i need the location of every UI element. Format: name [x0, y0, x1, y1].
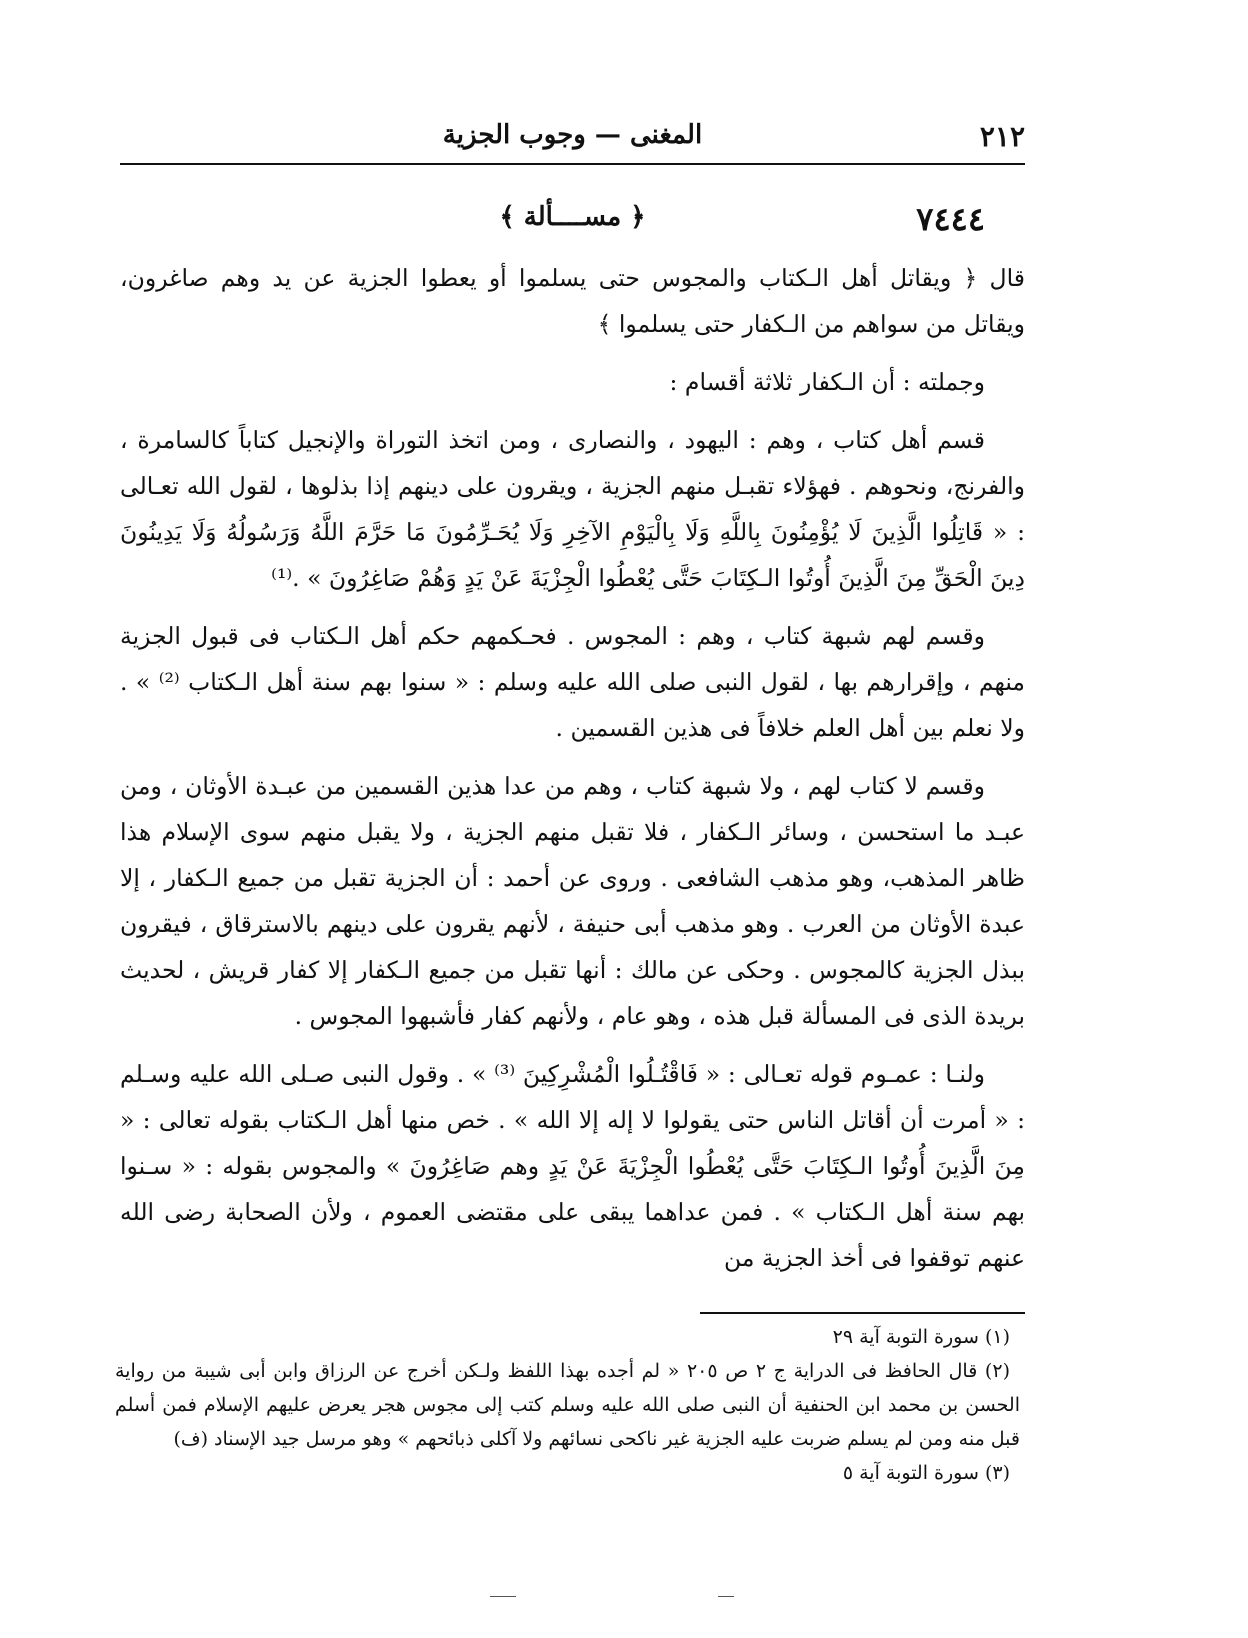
issue-number: ٧٤٤٤	[916, 200, 985, 238]
paragraph-magians: وقسم لهم شبهة كتاب ، وهم : المجوس . فحـكمهم حكم أهل الـكتاب فى قبول الجزية منهم ، وإقرارهم بها ، لقول النبى صلى الله عليه وسلم : « سنوا بهم سنة أهل الـكتاب ⁽²⁾ » . ولا نعلم بين أهل العلم خلافاً فى هذين القسمين .	[120, 622, 1026, 742]
bottom-mark	[718, 1596, 734, 1597]
footnote-3: (٣) سورة التوبة آية ٥	[842, 1462, 1010, 1484]
main-text	[120, 255, 1025, 1281]
paragraph-evidence: ولنـا : عمـوم قوله تعـالى : « فَاقْتُـلُوا الْمُشْرِكِينَ ⁽³⁾ » . وقول النبى صـلى الله عليه وسـلم : « أمرت أن أقاتل الناس حتى يقولوا لا إله إلا الله » . خص منها أهل الـكتاب بقوله تعالى : « مِنَ الَّذِينَ أُوتُوا الـكِتَابَ حَتَّى يُعْطُوا الْجِزْيَةَ عَنْ يَدٍ وهم صَاغِرُونَ » والمجوس بقوله : « سـنوا بهم سنة أهل الـكتاب » . فمن عداهما يبقى على مقتضى العموم ، ولأن الصحابة رضى الله عنهم توقفوا فى أخذ الجزية من	[120, 1060, 1025, 1272]
paragraph-no-book: وقسم لا كتاب لهم ، ولا شبهة كتاب ، وهم من عدا هذين القسمين من عبـدة الأوثان ، ومن عبـد ما استحسن ، وسائر الـكفار ، فلا تقبل منهم الجزية ، ولا يقبل منهم سوى الإسلام هذا ظاهر المذهب، وهو مذهب الشافعى . وروى عن أحمد : أن الجزية تقبل من جميع الـكفار ، إلا عبدة الأوثان من العرب . وهو مذهب أبى حنيفة ، لأنهم يقرون على دينهم بالاسترقاق ، فيقرون ببذل الجزية كالمجوس . وحكى عن مالك : أنها تقبل من جميع الـكفار إلا كفار قريش ، لحديث بريدة الذى فى المسألة قبل هذه ، وهو عام ، ولأنهم كفار فأشبهوا المجوس .	[120, 772, 1025, 1030]
paragraph-statement: قال ﴿ ويقاتل أهل الـكتاب والمجوس حتى يسلموا أو يعطوا الجزية عن يد وهم صاغرون، ويقاتل من سواهم من الـكفار حتى يسلموا ﴾	[120, 264, 1025, 338]
paragraph-people-of-book: قسم أهل كتاب ، وهم : اليهود ، والنصارى ، ومن اتخذ التوراة والإنجيل كتاباً كالسامرة ، والفرنج، ونحوهم . فهؤلاء تقبـل منهم الجزية ، ويقرون على دينهم إذا بذلوها ، لقول الله تعـالى : « قَاتِلُوا الَّذِينَ لَا يُؤْمِنُونَ بِاللَّهِ وَلَا بِالْيَوْمِ الآخِرِ وَلَا يُحَـرِّمُونَ مَا حَرَّمَ اللَّهُ وَرَسُولُهُ وَلَا يَدِينُونَ دِينَ الْحَقِّ مِنَ الَّذِينَ أُوتُوا الـكِتَابَ حَتَّى يُعْطُوا الْجِزْيَةَ عَنْ يَدٍ وَهُمْ صَاغِرُونَ » .⁽¹⁾	[120, 426, 1025, 592]
footnote-rule	[700, 1312, 1025, 1314]
bottom-mark	[490, 1596, 516, 1597]
issue-label: ﴿ مســــألة ﴾	[499, 202, 646, 232]
header-rule	[120, 163, 1025, 165]
running-title: المغنى — وجوب الجزية	[442, 120, 703, 150]
page-header	[120, 118, 1025, 162]
footnotes	[115, 1320, 1020, 1490]
footnote-2: (٢) قال الحافظ فى الدراية ج ٢ ص ٢٠٥ « لم أجده بهذا اللفظ ولـكن أخرج عن الرزاق وابن أبى شيبة من رواية الحسن بن محمد ابن الحنفية أن النبى صلى الله عليه وسلم كتب إلى مجوس هجر يعرض عليهم الإسلام فمن أسلم قبل منه ومن لم يسلم ضربت عليه الجزية غير ناكحى نسائهم ولا آكلى ذبائحهم » وهو مرسل جيد الإسناد (ف)	[115, 1360, 1020, 1450]
paragraph-summary: وجملته : أن الـكفار ثلاثة أقسام :	[669, 368, 985, 396]
footnote-1: (١) سورة التوبة آية ٢٩	[832, 1326, 1010, 1348]
page-number: ٢١٢	[979, 120, 1025, 153]
issue-heading	[120, 200, 1025, 250]
